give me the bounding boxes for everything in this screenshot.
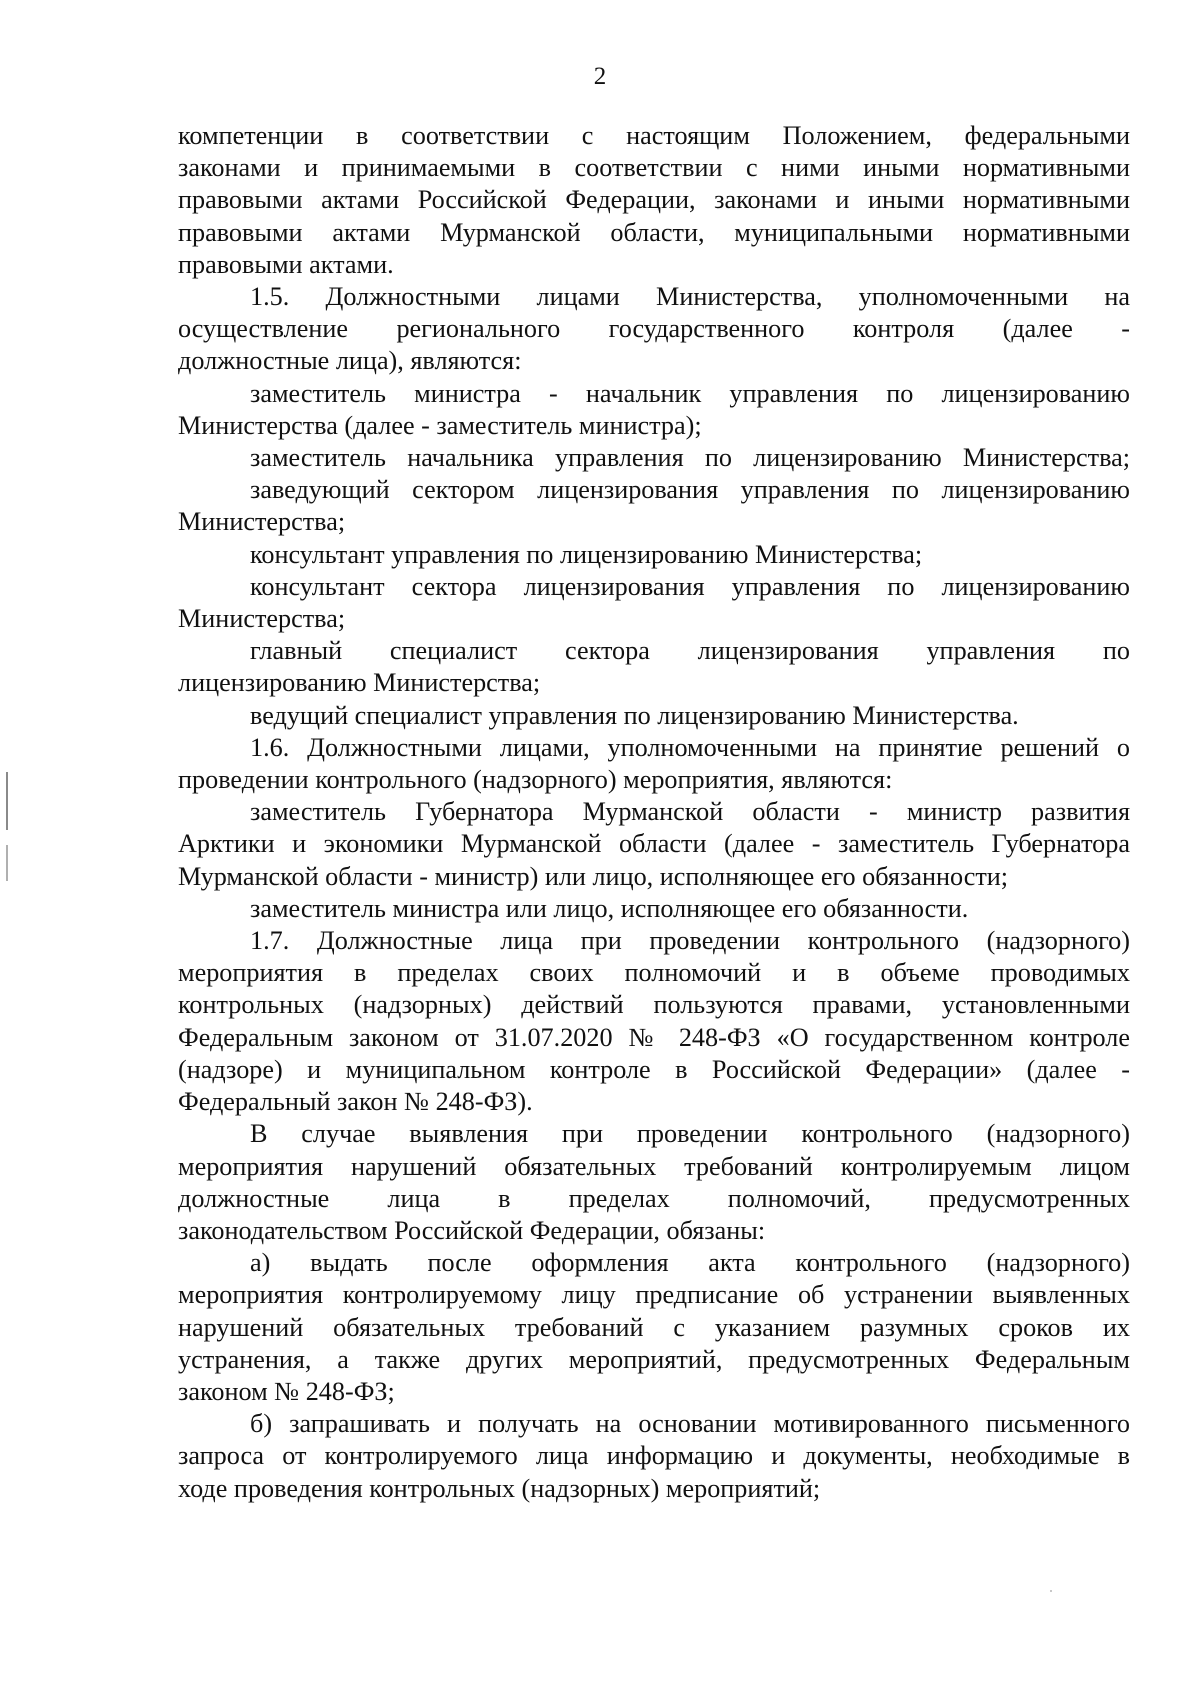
text-line: правовыми актами.: [178, 249, 394, 279]
text-line: Федеральный закон № 248-ФЗ).: [178, 1087, 533, 1117]
text-line: заместитель министра - начальник управления по лицензированию: [250, 378, 1130, 408]
text-line: заведующий сектором лицензирования управления по лицензированию: [250, 475, 1130, 505]
text-line: Федеральным законом от 31.07.2020 № 248-ФЗ «О государственном контроле: [178, 1022, 1130, 1052]
text-line: правовыми актами Мурманской области, муниципальными нормативными: [178, 217, 1130, 247]
page-number: 2: [593, 63, 607, 90]
scan-artifact-dot: [1050, 1590, 1052, 1592]
text-line: заместитель Губернатора Мурманской области - министр развития: [250, 797, 1130, 827]
text-line: мероприятия нарушений обязательных требований контролируемым лицом: [178, 1151, 1130, 1181]
text-line: мероприятия в пределах своих полномочий и в объеме проводимых: [178, 958, 1130, 988]
text-line: главный специалист сектора лицензирования управления по: [250, 636, 1130, 666]
text-line: консультант управления по лицензированию Министерства;: [250, 539, 923, 569]
text-line: Мурманской области - министр) или лицо, исполняющее его обязанности;: [178, 861, 1009, 891]
text-line: правовыми актами Российской Федерации, законами и иными нормативными: [178, 185, 1130, 215]
text-line: контрольных (надзорных) действий пользуются правами, установленными: [178, 990, 1130, 1020]
text-line: устранения, а также других мероприятий, предусмотренных Федеральным: [178, 1344, 1130, 1374]
text-line: Арктики и экономики Мурманской области (далее - заместитель Губернатора: [178, 829, 1130, 859]
text-line: законами и принимаемыми в соответствии с ними иными нормативными: [178, 153, 1130, 183]
text-line: должностные лица в пределах полномочий, предусмотренных: [178, 1183, 1130, 1213]
text-line: законом № 248-ФЗ;: [178, 1376, 395, 1406]
text-line: ходе проведения контрольных (надзорных) мероприятий;: [178, 1473, 821, 1503]
text-line: Министерства (далее - заместитель министра);: [178, 410, 702, 440]
text-line: В случае выявления при проведении контрольного (надзорного): [250, 1119, 1130, 1149]
text-line: а) выдать после оформления акта контрольного (надзорного): [250, 1248, 1130, 1278]
scan-artifact-mark: [6, 845, 8, 881]
document-body: [178, 120, 1130, 1505]
text-line: заместитель начальника управления по лицензированию Министерства;: [250, 443, 1130, 473]
text-line: ведущий специалист управления по лицензированию Министерства.: [250, 700, 1019, 730]
text-line: компетенции в соответствии с настоящим Положением, федеральными: [178, 121, 1130, 150]
text-line: заместитель министра или лицо, исполняющее его обязанности.: [250, 893, 969, 923]
text-line: законодательством Российской Федерации, обязаны:: [178, 1215, 766, 1245]
text-line: Министерства;: [178, 507, 346, 537]
text-line: б) запрашивать и получать на основании мотивированного письменного: [250, 1409, 1130, 1439]
text-line: проведении контрольного (надзорного) мероприятия, являются:: [178, 765, 893, 795]
text-line: Министерства;: [178, 604, 346, 634]
text-line: консультант сектора лицензирования управления по лицензированию: [250, 571, 1130, 601]
text-line: мероприятия контролируемому лицу предписание об устранении выявленных: [178, 1280, 1130, 1310]
text-line: лицензированию Министерства;: [178, 668, 541, 698]
text-line: осуществление регионального государственного контроля (далее -: [178, 314, 1130, 344]
text-line: (надзоре) и муниципальном контроле в Российской Федерации» (далее -: [178, 1054, 1130, 1084]
text-line: должностные лица), являются:: [178, 346, 522, 376]
text-line: запроса от контролируемого лица информацию и документы, необходимые в: [178, 1441, 1130, 1471]
scan-artifact-mark: [6, 772, 8, 830]
text-line: 1.5. Должностными лицами Министерства, уполномоченными на: [250, 282, 1130, 312]
text-line: нарушений обязательных требований с указанием разумных сроков их: [178, 1312, 1130, 1342]
text-line: 1.6. Должностными лицами, уполномоченными на принятие решений о: [250, 732, 1130, 762]
text-line: 1.7. Должностные лица при проведении контрольного (надзорного): [250, 926, 1130, 956]
